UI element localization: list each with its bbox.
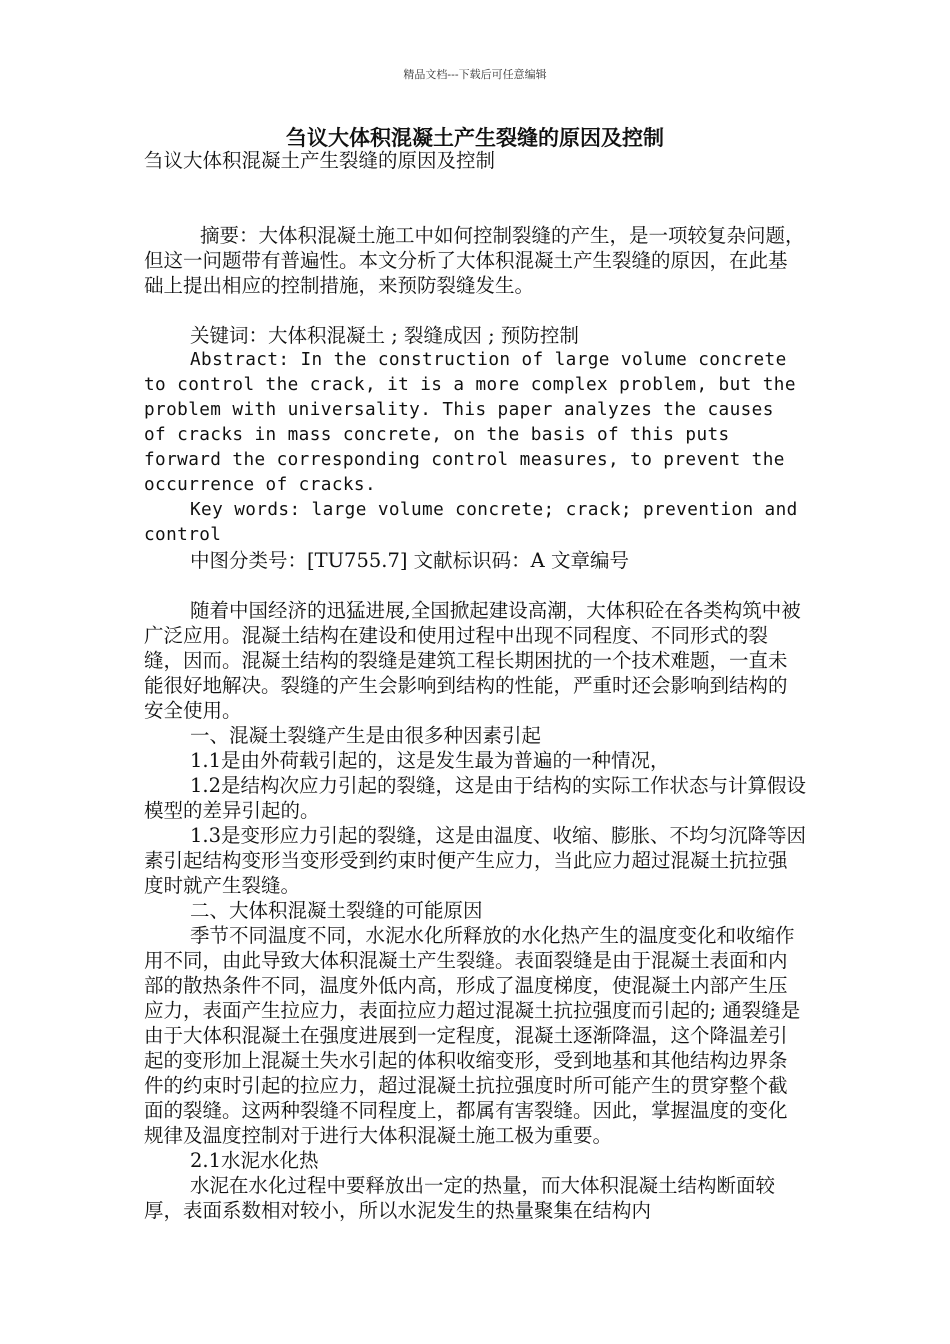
section-2-1-heading: 2.1水泥水化热 bbox=[190, 1149, 319, 1172]
keywords-en: Key words: large volume concrete; crack; prevention and control bbox=[144, 500, 798, 545]
spacer bbox=[144, 173, 806, 198]
intro-paragraph: 随着中国经济的迅猛进展,全国掀起建设高潮，大体积砼在各类构筑中被广泛应用。混凝土结构在建设和使用过程中出现不同程度、不同形式的裂缝，因而。混凝土结构的裂缝是建筑工程长期困扰的一个技术难题，一直未能很好地解决。裂缝的产生会影响到结构的性能，严重时还会影响到结构的安全使用。 bbox=[144, 599, 801, 722]
section-1-heading: 一、混凝土裂缝产生是由很多种因素引起 bbox=[190, 724, 542, 747]
classification-line: 中图分类号：[TU755.7] 文献标识码：A 文章编号 bbox=[190, 549, 629, 572]
spacer bbox=[144, 298, 806, 323]
header-note: 精品文档---下载后可任意编辑 bbox=[403, 68, 547, 81]
abstract-en: Abstract: In the construction of large volume concrete to control the crack, it is a more complex problem, but the problem with universality. This paper analyzes the causes of cracks in mass concrete, on the basis of this puts forward the corresponding control measures, to prevent the occurrence of cracks. bbox=[144, 350, 796, 495]
item-1-3: 1.3是变形应力引起的裂缝，这是由温度、收缩、膨胀、不均匀沉降等因素引起结构变形当变形受到约束时便产生应力，当此应力超过混凝土抗拉强度时就产生裂缝。 bbox=[144, 824, 807, 897]
subtitle: 刍议大体积混凝土产生裂缝的原因及控制 bbox=[144, 149, 496, 172]
spacer bbox=[144, 573, 806, 598]
section-2-heading: 二、大体积混凝土裂缝的可能原因 bbox=[190, 899, 483, 922]
spacer bbox=[144, 198, 806, 223]
abstract-cn: 摘要：大体积混凝土施工中如何控制裂缝的产生，是一项较复杂问题，但这一问题带有普遍性。本文分析了大体积混凝土产生裂缝的原因，在此基础上提出相应的控制措施，来预防裂缝发生。 bbox=[144, 224, 805, 297]
section-2-1-paragraph: 水泥在水化过程中要释放出一定的热量，而大体积混凝土结构断面较厚，表面系数相对较小，所以水泥发生的热量聚集在结构内 bbox=[144, 1174, 776, 1222]
document-body bbox=[144, 148, 806, 1223]
document-title: 刍议大体积混凝土产生裂缝的原因及控制 bbox=[286, 125, 664, 150]
keywords-cn: 关键词：大体积混凝土 ; 裂缝成因 ; 预防控制 bbox=[190, 324, 579, 347]
item-1-2: 1.2是结构次应力引起的裂缝，这是由于结构的实际工作状态与计算假设模型的差异引起的。 bbox=[144, 774, 807, 822]
item-1-1: 1.1是由外荷载引起的，这是发生最为普遍的一种情况， bbox=[190, 749, 670, 772]
section-2-paragraph: 季节不同温度不同，水泥水化所释放的水化热产生的温度变化和收缩作用不同，由此导致大体积混凝土产生裂缝。表面裂缝是由于混凝土表面和内部的散热条件不同，温度外低内高，形成了温度梯度，使混凝土内部产生压应力，表面产生拉应力，表面拉应力超过混凝土抗拉强度而引起的; 通裂缝是由于大体积混凝土在强度进展到一定程度，混凝土逐渐降温，这个降温差引起的变形加上混凝土失水引起的体积收缩变形，受到地基和其他结构边界条件的约束时引起的拉应力，超过混凝土抗拉强度时所可能产生的贯穿整个截面的裂缝。这两种裂缝不同程度上，都属有害裂缝。因此，掌握温度的变化规律及温度控制对于进行大体积混凝土施工极为重要。 bbox=[144, 924, 801, 1147]
